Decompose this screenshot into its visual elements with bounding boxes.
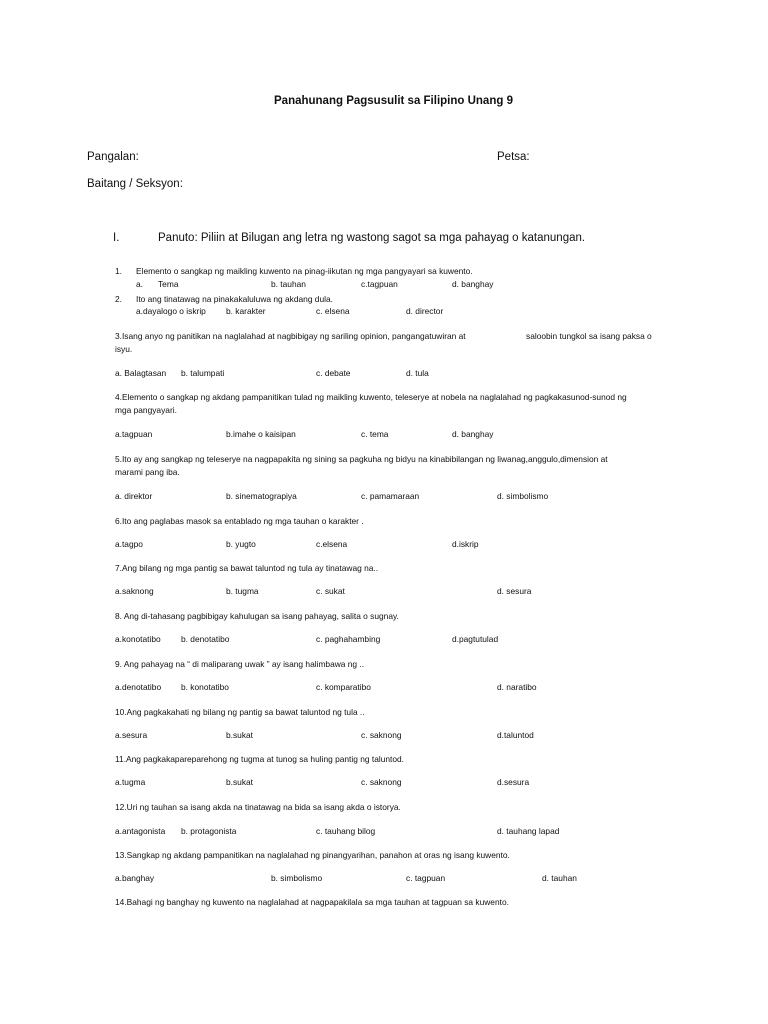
- question-text: 4.Elemento o sangkap ng akdang pampanitikan tulad ng maikling kuwento, teleserye at nobela na naglalahad ng pagkakasunod-sunod ng: [115, 392, 627, 402]
- question-text: 9. Ang pahayag na “ di maliparang uwak ” ay isang halimbawa ng ..: [115, 659, 365, 669]
- choice-d: d. sesura: [497, 586, 532, 596]
- question-number: 2.: [115, 294, 122, 304]
- choice-a: a. direktor: [115, 491, 153, 501]
- choice-a: Tema: [158, 279, 179, 289]
- question-text: 5.Ito ay ang sangkap ng teleserye na nagpapakita ng sining sa pagkuha ng bidyu na kinabibilangan ng liwanag,anggulo,dimension at: [115, 454, 608, 464]
- question-text: 12.Uri ng tauhan sa isang akda na tinatawag na bida sa isang akda o istorya.: [115, 802, 401, 812]
- choice-a: a.tagpuan: [115, 429, 153, 439]
- choice-d: d. banghay: [452, 429, 494, 439]
- choice-b: b.sukat: [226, 730, 254, 740]
- instruction-numeral: I.: [113, 232, 120, 244]
- choice-c: c.tagpuan: [361, 279, 398, 289]
- section-label: Baitang / Seksyon:: [87, 178, 183, 190]
- choice-c: c. pamamaraan: [361, 491, 420, 501]
- choice-c: c. debate: [316, 368, 351, 378]
- choice-a: a.sesura: [115, 730, 148, 740]
- choice-a: a. Balagtasan: [115, 368, 167, 378]
- instruction-text: Panuto: Piliin at Bilugan ang letra ng wastong sagot sa mga pahayag o katanungan.: [158, 232, 586, 244]
- choice-d: d. simbolismo: [497, 491, 549, 501]
- choice-d: d.sesura: [497, 777, 530, 787]
- choice-b: b. denotatibo: [181, 634, 230, 644]
- choice-d: d.pagtutulad: [452, 634, 499, 644]
- choice-b: b. karakter: [226, 306, 266, 316]
- choice-a: a.konotatibo: [115, 634, 161, 644]
- choice-c: c. paghahambing: [316, 634, 381, 644]
- choice-c: c. tema: [361, 429, 389, 439]
- question-text-continued: isyu.: [115, 344, 133, 354]
- choice-c: c. komparatibo: [316, 682, 371, 692]
- question-text: 14.Bahagi ng banghay ng kuwento na naglalahad at nagpapakilala sa mga tauhan at tagpuan sa kuwento.: [115, 897, 509, 907]
- choice-a: a.tugma: [115, 777, 146, 787]
- question-text-continued: saloobin tungkol sa isang paksa o: [526, 331, 652, 341]
- choice-a: a.denotatibo: [115, 682, 162, 692]
- name-label: Pangalan:: [87, 151, 139, 163]
- date-label: Petsa:: [497, 151, 530, 163]
- choice-b: b. konotatibo: [181, 682, 229, 692]
- choice-b: b. sinematograpiya: [226, 491, 297, 501]
- question-text: 7.Ang bilang ng mga pantig sa bawat taluntod ng tula ay tinatawag na..: [115, 563, 379, 573]
- choice-b: b. simbolismo: [271, 873, 323, 883]
- choice-a: a.dayalogo o iskrip: [136, 306, 206, 316]
- choice-marker: a.: [136, 279, 143, 289]
- choice-b: b. tugma: [226, 586, 259, 596]
- question-text: Ito ang tinatawag na pinakakaluluwa ng akdang dula.: [136, 294, 333, 304]
- choice-c: c. tauhang bilog: [316, 826, 376, 836]
- question-text: 13.Sangkap ng akdang pampanitikan na naglalahad ng pinangyarihan, panahon at oras ng isang kuwento.: [115, 850, 510, 860]
- choice-d: d. naratibo: [497, 682, 537, 692]
- choice-b: b. talumpati: [181, 368, 225, 378]
- choice-c: c. sukat: [316, 586, 345, 596]
- choice-c: c. elsena: [316, 306, 350, 316]
- question-number: 1.: [115, 266, 122, 276]
- choice-c: c. saknong: [361, 730, 402, 740]
- choice-d: d. tula: [406, 368, 429, 378]
- question-text-continued: mga pangyayari.: [115, 405, 177, 415]
- choice-b: b. yugto: [226, 539, 256, 549]
- choice-d: d.taluntod: [497, 730, 534, 740]
- question-text: 8. Ang di-tahasang pagbibigay kahulugan sa isang pahayag, salita o sugnay.: [115, 611, 399, 621]
- question-text: Elemento o sangkap ng maikling kuwento na pinag-iikutan ng mga pangyayari sa kuwento.: [136, 266, 473, 276]
- choice-b: b.imahe o kaisipan: [226, 429, 296, 439]
- question-text: 6.Ito ang paglabas masok sa entablado ng mga tauhan o karakter .: [115, 516, 364, 526]
- choice-d: d. tauhang lapad: [497, 826, 560, 836]
- page-title: Panahunang Pagsusulit sa Filipino Unang 9: [274, 95, 513, 107]
- choice-c: c. tagpuan: [406, 873, 446, 883]
- choice-d: d.iskrip: [452, 539, 479, 549]
- choice-a: a.saknong: [115, 586, 154, 596]
- choice-d: d. director: [406, 306, 444, 316]
- question-text: 11.Ang pagkakapareparehong ng tugma at tunog sa huling pantig ng taluntod.: [115, 754, 405, 764]
- choice-a: a.tagpo: [115, 539, 143, 549]
- question-text: 10.Ang pagkakahati ng bilang ng pantig sa bawat taluntod ng tula ..: [115, 707, 365, 717]
- choice-b: b. protagonista: [181, 826, 237, 836]
- question-text: 3.Isang anyo ng panitikan na naglalahad at nagbibigay ng sariling opinion, pangangatuwiran at: [115, 331, 466, 341]
- choice-c: c. saknong: [361, 777, 402, 787]
- choice-d: d. banghay: [452, 279, 494, 289]
- choice-d: d. tauhan: [542, 873, 577, 883]
- choice-b: b. tauhan: [271, 279, 306, 289]
- choice-a: a.antagonista: [115, 826, 166, 836]
- choice-a: a.banghay: [115, 873, 155, 883]
- question-text-continued: marami pang iba.: [115, 467, 180, 477]
- choice-b: b.sukat: [226, 777, 254, 787]
- choice-c: c.elsena: [316, 539, 348, 549]
